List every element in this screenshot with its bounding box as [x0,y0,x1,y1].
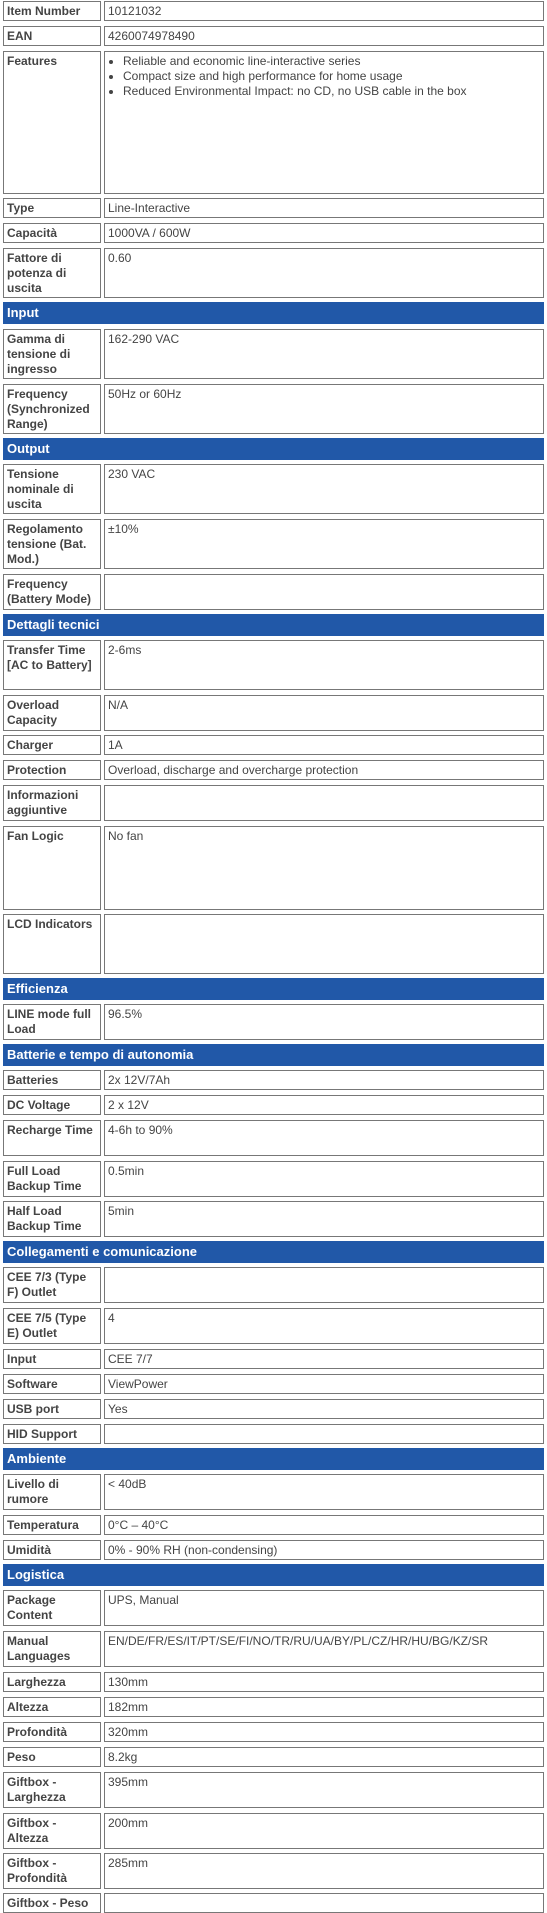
spec-label: Input [3,1349,101,1369]
spec-label: Charger [3,735,101,755]
section-header-efficienza: Efficienza [3,978,544,1000]
spec-row-informazioni-aggiuntive [3,785,544,821]
spec-label: Profondità [3,1722,101,1742]
spec-value: EN/DE/FR/ES/IT/PT/SE/FI/NO/TR/RU/UA/BY/PL/CZ/HR/HU/BG/KZ/SR [104,1631,544,1667]
spec-row-manual-languages [3,1631,544,1667]
spec-label: Full Load Backup Time [3,1161,101,1197]
spec-value: 0% - 90% RH (non-condensing) [104,1540,544,1560]
spec-row-fattore-di-potenza-di-uscita [3,248,544,298]
spec-value: 395mm [104,1772,544,1808]
spec-label: Item Number [3,1,101,21]
spec-row-gamma-di-tensione-di-ingresso [3,329,544,379]
spec-row-charger [3,735,544,755]
spec-row-protection [3,760,544,780]
spec-row-lcd-indicators [3,914,544,974]
spec-row-ean [3,26,544,46]
section-header-batterie-e-tempo-di-autonomia: Batterie e tempo di autonomia [3,1044,544,1066]
spec-value [104,1893,544,1913]
spec-value: 8.2kg [104,1747,544,1767]
section-header-input: Input [3,302,544,324]
spec-row-cee-7-5-type-e-outlet [3,1308,544,1344]
spec-label: HID Support [3,1424,101,1444]
spec-label: Peso [3,1747,101,1767]
spec-row-item-number [3,1,544,21]
spec-label: Umidità [3,1540,101,1560]
spec-label: Frequency (Synchronized Range) [3,384,101,434]
spec-label: Batteries [3,1070,101,1090]
spec-value: 182mm [104,1697,544,1717]
spec-value: 4260074978490 [104,26,544,46]
spec-row-overload-capacity [3,695,544,731]
spec-row-profondita [3,1722,544,1742]
spec-value: 4 [104,1308,544,1344]
spec-value: Overload, discharge and overcharge protection [104,760,544,780]
spec-label: Giftbox - Profondità [3,1853,101,1889]
spec-label: Giftbox - Altezza [3,1813,101,1849]
spec-row-frequency-battery-mode [3,574,544,610]
spec-label: Recharge Time [3,1120,101,1156]
spec-row-usb-port [3,1399,544,1419]
spec-label: Altezza [3,1697,101,1717]
spec-label: Regolamento tensione (Bat. Mod.) [3,519,101,569]
spec-value: ±10% [104,519,544,569]
spec-row-package-content [3,1590,544,1626]
spec-label: Manual Languages [3,1631,101,1667]
spec-row-frequency-synchronized-range [3,384,544,434]
spec-label: Giftbox - Larghezza [3,1772,101,1808]
spec-value: 1000VA / 600W [104,223,544,243]
spec-value: 0°C – 40°C [104,1515,544,1535]
feature-item: • Reliable and economic line-interactive series [123,54,540,69]
section-header-collegamenti-e-comunicazione: Collegamenti e comunicazione [3,1241,544,1263]
spec-value: N/A [104,695,544,731]
spec-value [104,574,544,610]
spec-label: EAN [3,26,101,46]
section-header-ambiente: Ambiente [3,1448,544,1470]
spec-label: Type [3,198,101,218]
spec-value: 1A [104,735,544,755]
spec-label: Protection [3,760,101,780]
spec-value: 130mm [104,1672,544,1692]
spec-label: Giftbox - Peso [3,1893,101,1913]
spec-value: 0.60 [104,248,544,298]
spec-row-batteries [3,1070,544,1090]
spec-row-peso [3,1747,544,1767]
spec-label: Software [3,1374,101,1394]
spec-label: DC Voltage [3,1095,101,1115]
spec-value: 96.5% [104,1004,544,1040]
spec-label: Transfer Time [AC to Battery] [3,640,101,690]
spec-row-input [3,1349,544,1369]
spec-row-capacita [3,223,544,243]
spec-label: Capacità [3,223,101,243]
spec-row-giftbox-peso [3,1893,544,1913]
spec-row-hid-support [3,1424,544,1444]
spec-value: 50Hz or 60Hz [104,384,544,434]
spec-label: USB port [3,1399,101,1419]
spec-row-altezza [3,1697,544,1717]
spec-value [104,914,544,974]
spec-row-larghezza [3,1672,544,1692]
spec-row-umidita [3,1540,544,1560]
spec-row-giftbox-profondita [3,1853,544,1889]
spec-value: Yes [104,1399,544,1419]
spec-label: Package Content [3,1590,101,1626]
spec-row-software [3,1374,544,1394]
spec-value: 320mm [104,1722,544,1742]
spec-label: Fan Logic [3,826,101,910]
feature-item: • Reduced Environmental Impact: no CD, no USB cable in the box [123,84,540,99]
spec-label: Temperatura [3,1515,101,1535]
spec-value: < 40dB [104,1474,544,1510]
spec-value: 5min [104,1201,544,1237]
spec-row-tensione-nominale-di-uscita [3,464,544,514]
spec-label: CEE 7/5 (Type E) Outlet [3,1308,101,1344]
spec-label: Overload Capacity [3,695,101,731]
spec-label: Fattore di potenza di uscita [3,248,101,298]
spec-value: Line-Interactive [104,198,544,218]
spec-value [104,1424,544,1444]
spec-value [104,1267,544,1303]
spec-label: LINE mode full Load [3,1004,101,1040]
spec-row-type [3,198,544,218]
spec-row-recharge-time [3,1120,544,1156]
section-header-dettagli-tecnici: Dettagli tecnici [3,614,544,636]
spec-value [104,785,544,821]
feature-item: • Compact size and high performance for home usage [123,69,540,84]
spec-row-transfer-time-ac-to-battery [3,640,544,690]
spec-label: CEE 7/3 (Type F) Outlet [3,1267,101,1303]
spec-value: ViewPower [104,1374,544,1394]
features-list [108,54,540,99]
spec-value: 4-6h to 90% [104,1120,544,1156]
spec-value: 162-290 VAC [104,329,544,379]
spec-row-fan-logic [3,826,544,910]
spec-row-livello-di-rumore [3,1474,544,1510]
spec-value: UPS, Manual [104,1590,544,1626]
spec-label: Gamma di tensione di ingresso [3,329,101,379]
spec-value: 2-6ms [104,640,544,690]
spec-label: Informazioni aggiuntive [3,785,101,821]
spec-value: 285mm [104,1853,544,1889]
spec-row-giftbox-larghezza [3,1772,544,1808]
spec-row-features [3,51,544,194]
spec-value: CEE 7/7 [104,1349,544,1369]
section-header-logistica: Logistica [3,1564,544,1586]
spec-row-line-mode-full-load [3,1004,544,1040]
spec-label: Half Load Backup Time [3,1201,101,1237]
spec-label: Features [3,51,101,194]
spec-row-temperatura [3,1515,544,1535]
spec-row-cee-7-3-type-f-outlet [3,1267,544,1303]
spec-row-half-load-backup-time [3,1201,544,1237]
spec-value: 230 VAC [104,464,544,514]
spec-value: 200mm [104,1813,544,1849]
spec-value: 10121032 [104,1,544,21]
spec-value: 2 x 12V [104,1095,544,1115]
spec-value [104,51,544,194]
spec-label: Tensione nominale di uscita [3,464,101,514]
spec-value: 0.5min [104,1161,544,1197]
spec-row-regolamento-tensione-bat-mod [3,519,544,569]
spec-label: Larghezza [3,1672,101,1692]
spec-label: Frequency (Battery Mode) [3,574,101,610]
spec-label: LCD Indicators [3,914,101,974]
spec-row-giftbox-altezza [3,1813,544,1849]
section-header-output: Output [3,438,544,460]
spec-row-dc-voltage [3,1095,544,1115]
spec-row-full-load-backup-time [3,1161,544,1197]
spec-value: 2x 12V/7Ah [104,1070,544,1090]
spec-label: Livello di rumore [3,1474,101,1510]
spec-value: No fan [104,826,544,910]
